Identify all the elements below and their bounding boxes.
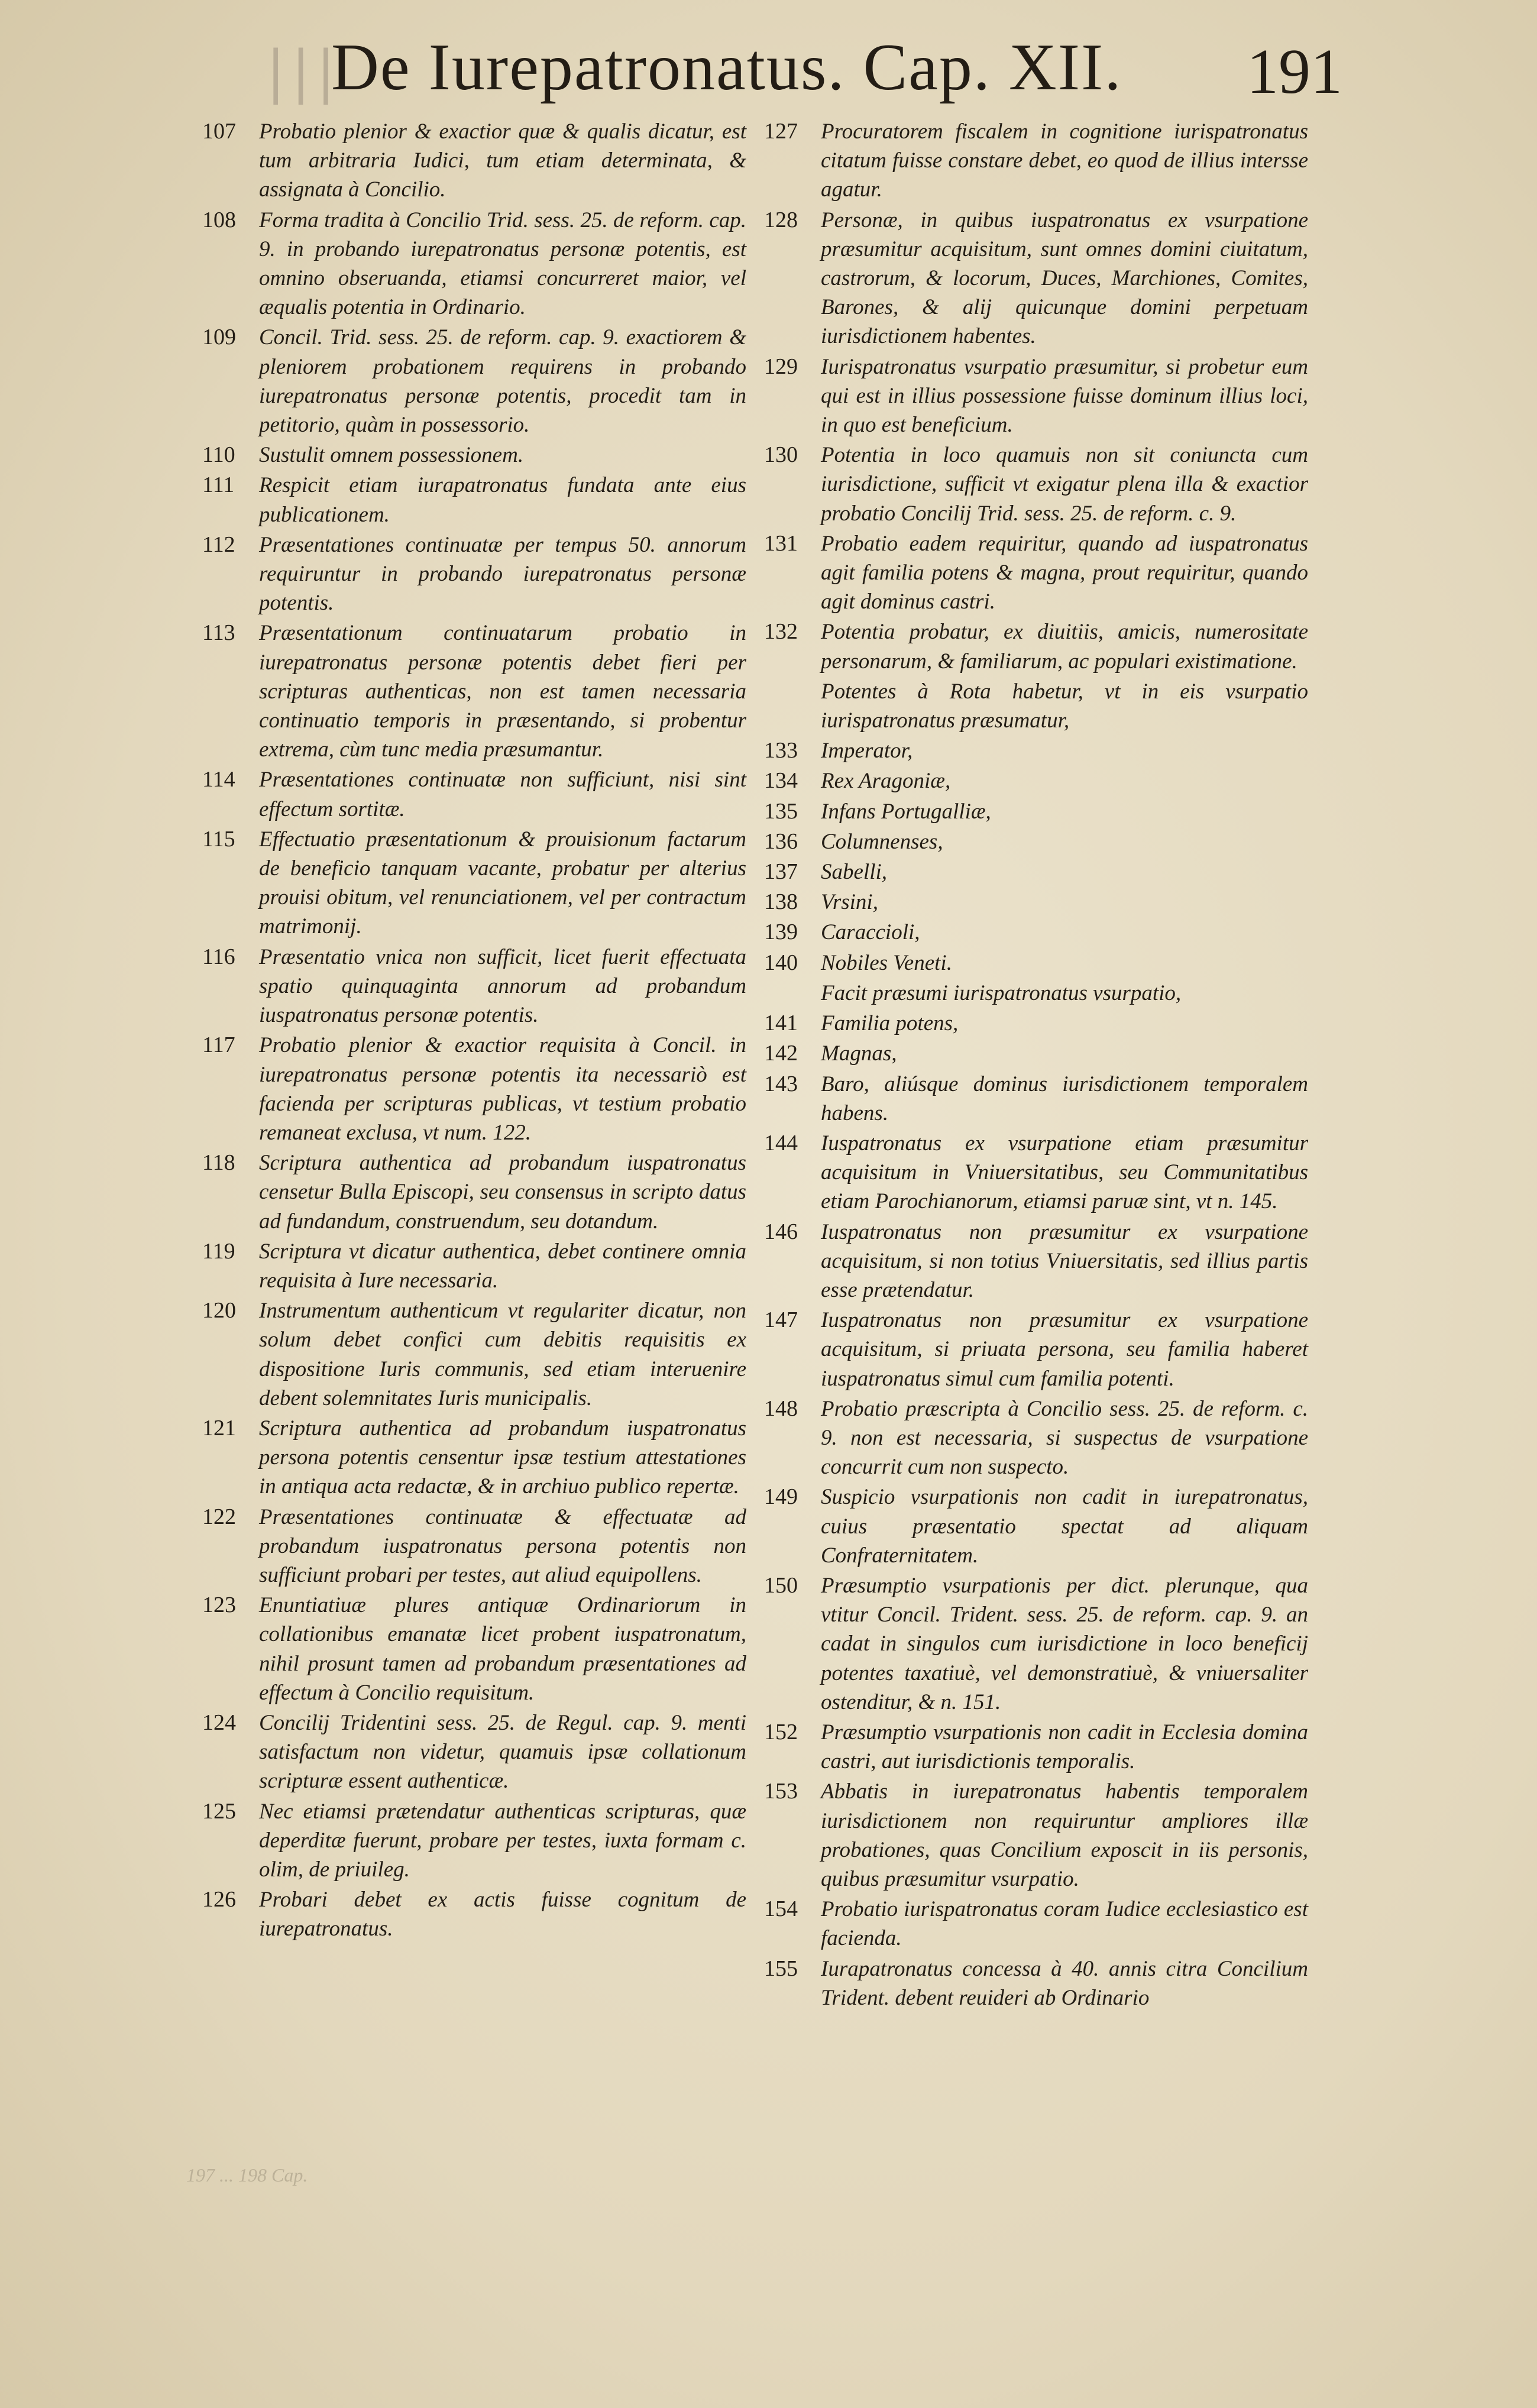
entry-number: 110 [202,442,235,468]
entry-number: 121 [202,1415,236,1441]
index-entry [764,1777,1308,1894]
page-number: 191 [1247,37,1342,107]
index-entry [202,206,746,322]
index-entry [764,1718,1308,1776]
entry-text: Nobiles Veneti. [821,950,952,975]
entry-number: 139 [764,920,798,945]
entry-text: Scriptura vt dicatur authentica, debet continere omnia requisita à Iure necessaria. [259,1239,746,1293]
entry-number: 130 [764,442,798,468]
entry-text: Scriptura authentica ad probandum iuspatronatus censetur Bulla Episcopi, seu consensus in scripto datus ad fundandum, construendum, seu dotandum. [259,1151,746,1234]
running-header [195,24,1342,112]
entry-text: Abbatis in iurepatronatus habentis temporalem iurisdictionem non requiruntur ampliores illæ probationes, quas Concilium exposcit in iis personis, quibus præsumitur vsurpatio. [821,1779,1308,1891]
entry-number: 122 [202,1504,236,1529]
entry-number: 128 [764,207,798,232]
index-entry [764,979,1308,1008]
index-entry [764,529,1308,617]
entry-number: 107 [202,119,236,144]
index-entry [202,323,746,439]
right-column [764,117,1308,2014]
entry-text: Probatio præscripta à Concilio sess. 25. de reform. c. 9. non est necessaria, si suspectus de vsurpatione concurrit cum non suspecto. [821,1396,1308,1480]
entry-number: 125 [202,1798,236,1824]
index-entry [202,1503,746,1590]
index-entry [764,918,1308,947]
entry-number: 137 [764,859,798,885]
entry-text: Probari debet ex actis fuisse cognitum de iurepatronatus. [259,1888,746,1941]
entry-number: 115 [202,826,235,852]
index-entry [764,1218,1308,1305]
index-entry [202,943,746,1030]
entry-text: Probatio iurispatronatus coram Iudice ecclesiastico est facienda. [821,1897,1308,1951]
entry-number: 126 [202,1887,236,1912]
index-entry [202,619,746,764]
index-entry [764,206,1308,351]
entry-text: Iuspatronatus ex vsurpatione etiam præsumitur acquisitum in Vniuersitatibus, seu Communitatibus etiam Parochianorum, etiamsi paruæ sint, vt n. 145. [821,1131,1308,1214]
index-entry [764,736,1308,765]
entry-text: Rex Aragoniæ, [821,769,951,794]
entry-text: Præsentationes continuatæ & effectuatæ ad probandum iuspatronatus persona potentis non sufficiunt probari per testes, aut aliud equipollens. [259,1504,746,1587]
index-entry [202,1708,746,1796]
index-entry [202,765,746,823]
index-entry [764,441,1308,528]
entry-text: Probatio plenior & exactior quæ & qualis dicatur, est tum arbitraria Iudici, tum etiam determinata, & assignata à Concilio. [259,119,746,202]
entry-number: 134 [764,768,798,794]
entry-text: Præsentationum continuatarum probatio in iurepatronatus personæ potentis debet fieri per scripturas authenticas, non est tamen necessaria continuatio temporis in præsentando, si probentur extrema, cùm tunc media præsumantur. [259,621,746,762]
index-entry [764,797,1308,826]
index-entry [202,1885,746,1943]
entry-text: Iurispatronatus vsurpatio præsumitur, si probetur eum qui est in illius possessione fuisse dominum illius loci, in quo est beneficium. [821,354,1308,438]
entry-number: 147 [764,1307,798,1333]
entry-number: 153 [764,1779,798,1804]
entry-text: Enuntiatiuæ plures antiquæ Ordinariorum in collationibus emanatæ licet probent iuspatronatum, nihil prosunt tamen ad probandum præsentationes ad effectum à Concilio requisitum. [259,1593,746,1705]
entry-number: 133 [764,738,798,763]
entry-number: 146 [764,1219,798,1244]
entry-text: Concilij Tridentini sess. 25. de Regul. cap. 9. menti satisfactum non videtur, quamuis ipsæ collationum scripturæ essent authenticæ. [259,1710,746,1794]
entry-text: Præsentationes continuatæ non sufficiunt, nisi sint effectum sortitæ. [259,768,746,821]
index-entry [764,1394,1308,1482]
index-entry [764,1954,1308,2012]
entry-text: Magnas, [821,1041,897,1066]
index-entry [764,1483,1308,1570]
entry-text: Forma tradita à Concilio Trid. sess. 25. de reform. cap. 9. in probando iurepatronatus personæ potentis, est omnino obseruanda, etiamsi concurreret maior, vel æqualis potentia in Ordinario. [259,208,746,320]
entry-number: 127 [764,119,798,144]
entry-number: 148 [764,1396,798,1421]
entry-number: 152 [764,1719,798,1744]
entry-number: 129 [764,354,798,379]
entry-text: Potentia probatur, ex diuitiis, amicis, numerositate personarum, & familiarum, ac populari existimatione. [821,620,1308,674]
entry-text: Suspicio vsurpationis non cadit in iurepatronatus, cuius præsentatio spectat ad aliquam Confraternitatem. [821,1485,1308,1568]
index-entry [202,471,746,529]
index-entry [764,352,1308,440]
bleed-through-text: 197 ... 198 Cap. [186,2164,308,2186]
index-entry [764,677,1308,735]
index-entry [202,825,746,941]
entry-text: Præsentationes continuatæ per tempus 50. annorum requiruntur in probando iurepatronatus personæ potentis. [259,532,746,616]
entry-text: Baro, aliúsque dominus iurisdictionem temporalem habens. [821,1072,1308,1125]
index-entry [764,888,1308,917]
index-entry [764,766,1308,795]
entry-text: Vrsini, [821,890,878,915]
index-entry [202,1237,746,1295]
index-entry [202,1797,746,1885]
entry-text: Iuspatronatus non præsumitur ex vsurpatione acquisitum, si non totius Vniuersitatis, sed illius partis esse prætendatur. [821,1219,1308,1302]
index-entry [202,1296,746,1413]
index-entry [764,949,1308,978]
index-entry [764,827,1308,856]
entry-text: Probatio eadem requiritur, quando ad iuspatronatus agit familia potens & magna, prout requiritur, quando agit dominus castri. [821,531,1308,614]
entry-text: Facit præsumi iurispatronatus vsurpatio, [821,980,1182,1005]
page-title: De Iurepatronatus. Cap. XII. [331,31,1122,104]
index-entry [202,530,746,618]
entry-text: Præsumptio vsurpationis per dict. plerunque, qua vtitur Concil. Trident. sess. 25. de reform. cap. 9. an cadat in singulos cum iurisdictione in loco beneficij potentes taxatiuè, vel demonstratiuè, & vniuersaliter ostenditur, & n. 151. [821,1573,1308,1714]
entry-number: 140 [764,950,798,975]
entry-text: Respicit etiam iurapatronatus fundata ante eius publicationem. [259,473,746,527]
entry-number: 120 [202,1298,236,1323]
entry-text: Sabelli, [821,860,888,885]
index-entry [764,1039,1308,1068]
entry-number: 117 [202,1033,235,1058]
entry-text: Iuspatronatus non præsumitur ex vsurpatione acquisitum, si priuata persona, seu familia haberet iuspatronatus simul cum familia potenti. [821,1308,1308,1391]
index-entry [202,1414,746,1501]
entry-number: 143 [764,1071,798,1096]
index-entry [764,857,1308,886]
entry-number: 111 [202,472,235,498]
entry-text: Nec etiamsi prætendatur authenticas scripturas, quæ deperditæ fuerunt, probare per testes, iuxta formam c. olim, de priuileg. [259,1799,746,1882]
entry-number: 154 [764,1896,798,1922]
entry-number: 109 [202,325,236,350]
entry-number: 141 [764,1011,798,1036]
entry-number: 135 [764,798,798,824]
entry-text: Scriptura authentica ad probandum iuspatronatus persona potentis censentur ipsæ testium attestationes in antiqua acta redactæ, & in archiuo publico repertæ. [259,1416,746,1499]
entry-number: 123 [202,1593,236,1618]
entry-text: Procuratorem fiscalem in cognitione iurispatronatus citatum fuisse constare debet, eo quod de illius intersse agatur. [821,119,1308,202]
entry-text: Instrumentum authenticum vt regulariter dicatur, non solum debet confici cum debitis requisitis ex dispositione Iuris communis, sed etiam interuenire debent solemnitates Iuris municipalis. [259,1299,746,1410]
entry-text: Effectuatio præsentationum & prouisionum factarum de beneficio tanquam vacante, probatur per alterius prouisi obitum, vel renunciationem, vel per contractum matrimonij. [259,827,746,939]
entry-text: Probatio plenior & exactior requisita à Concil. in iurepatronatus personæ potentis ita necessariò est facienda per scripturas publicas, vt testium probatio remaneat exclusa, vt num. 122. [259,1033,746,1145]
entry-text: Præsumptio vsurpationis non cadit in Ecclesia domina castri, aut iurisdictionis temporalis. [821,1720,1308,1774]
index-entry [764,1571,1308,1717]
index-entry [764,617,1308,675]
entry-number: 116 [202,944,235,969]
entry-number: 132 [764,619,798,645]
left-column [202,117,746,1945]
entry-text: Potentes à Rota habetur, vt in eis vsurpatio iurispatronatus præsumatur, [821,679,1308,733]
entry-number: 113 [202,620,235,646]
entry-number: 150 [764,1572,798,1598]
entry-number: 149 [764,1484,798,1510]
index-entry [202,1031,746,1147]
entry-text: Concil. Trid. sess. 25. de reform. cap. 9. exactiorem & pleniorem probationem requirens in probando iurepatronatus personæ potentis, procedit tam in petitorio, quàm in possessorio. [259,325,746,438]
index-entry [764,1009,1308,1038]
index-entry [764,1129,1308,1216]
entry-number: 131 [764,530,798,556]
entry-number: 144 [764,1130,798,1156]
entry-text: Personæ, in quibus iuspatronatus ex vsurpatione præsumitur acquisitum, sunt omnes domini ciuitatum, castrorum, & locorum, Duces, Marchiones, Comites, Barones, & alij quicunque domini perpetuam iurisdictionem habentes. [821,208,1308,349]
show-through-marks: ||| [266,38,342,105]
entry-number: 136 [764,828,798,854]
index-entry [764,1070,1308,1128]
entry-number: 112 [202,532,235,557]
entry-number: 142 [764,1041,798,1066]
entry-number: 118 [202,1150,235,1176]
entry-text: Imperator, [821,739,913,763]
entry-text: Potentia in loco quamuis non sit coniuncta cum iurisdictione, sufficit vt exigatur plena illa & exactior probatio Concilij Trid. sess. 25. de reform. c. 9. [821,443,1308,526]
entry-text: Caraccioli, [821,920,920,945]
entry-text: Iurapatronatus concessa à 40. annis citra Concilium Trident. debent reuideri ab Ordinario [821,1956,1308,2010]
entry-number: 108 [202,207,236,232]
entry-text: Præsentatio vnica non sufficit, licet fuerit effectuata spatio quinquaginta annorum ad probandum iuspatronatus personæ potentis. [259,944,746,1028]
index-entry [764,1895,1308,1953]
index-entry [764,1306,1308,1393]
index-entry [202,441,746,470]
entry-text: Columnenses, [821,829,943,854]
entry-number: 114 [202,767,235,792]
entry-text: Infans Portugalliæ, [821,799,991,824]
index-entry [202,117,746,205]
entry-number: 138 [764,889,798,915]
index-entry [764,117,1308,205]
entry-text: Familia potens, [821,1011,959,1036]
entry-text: Sustulit omnem possessionem. [259,443,524,468]
entry-number: 155 [764,1956,798,1981]
index-entry [202,1148,746,1236]
entry-number: 119 [202,1238,235,1264]
index-entry [202,1591,746,1707]
entry-number: 124 [202,1710,236,1735]
